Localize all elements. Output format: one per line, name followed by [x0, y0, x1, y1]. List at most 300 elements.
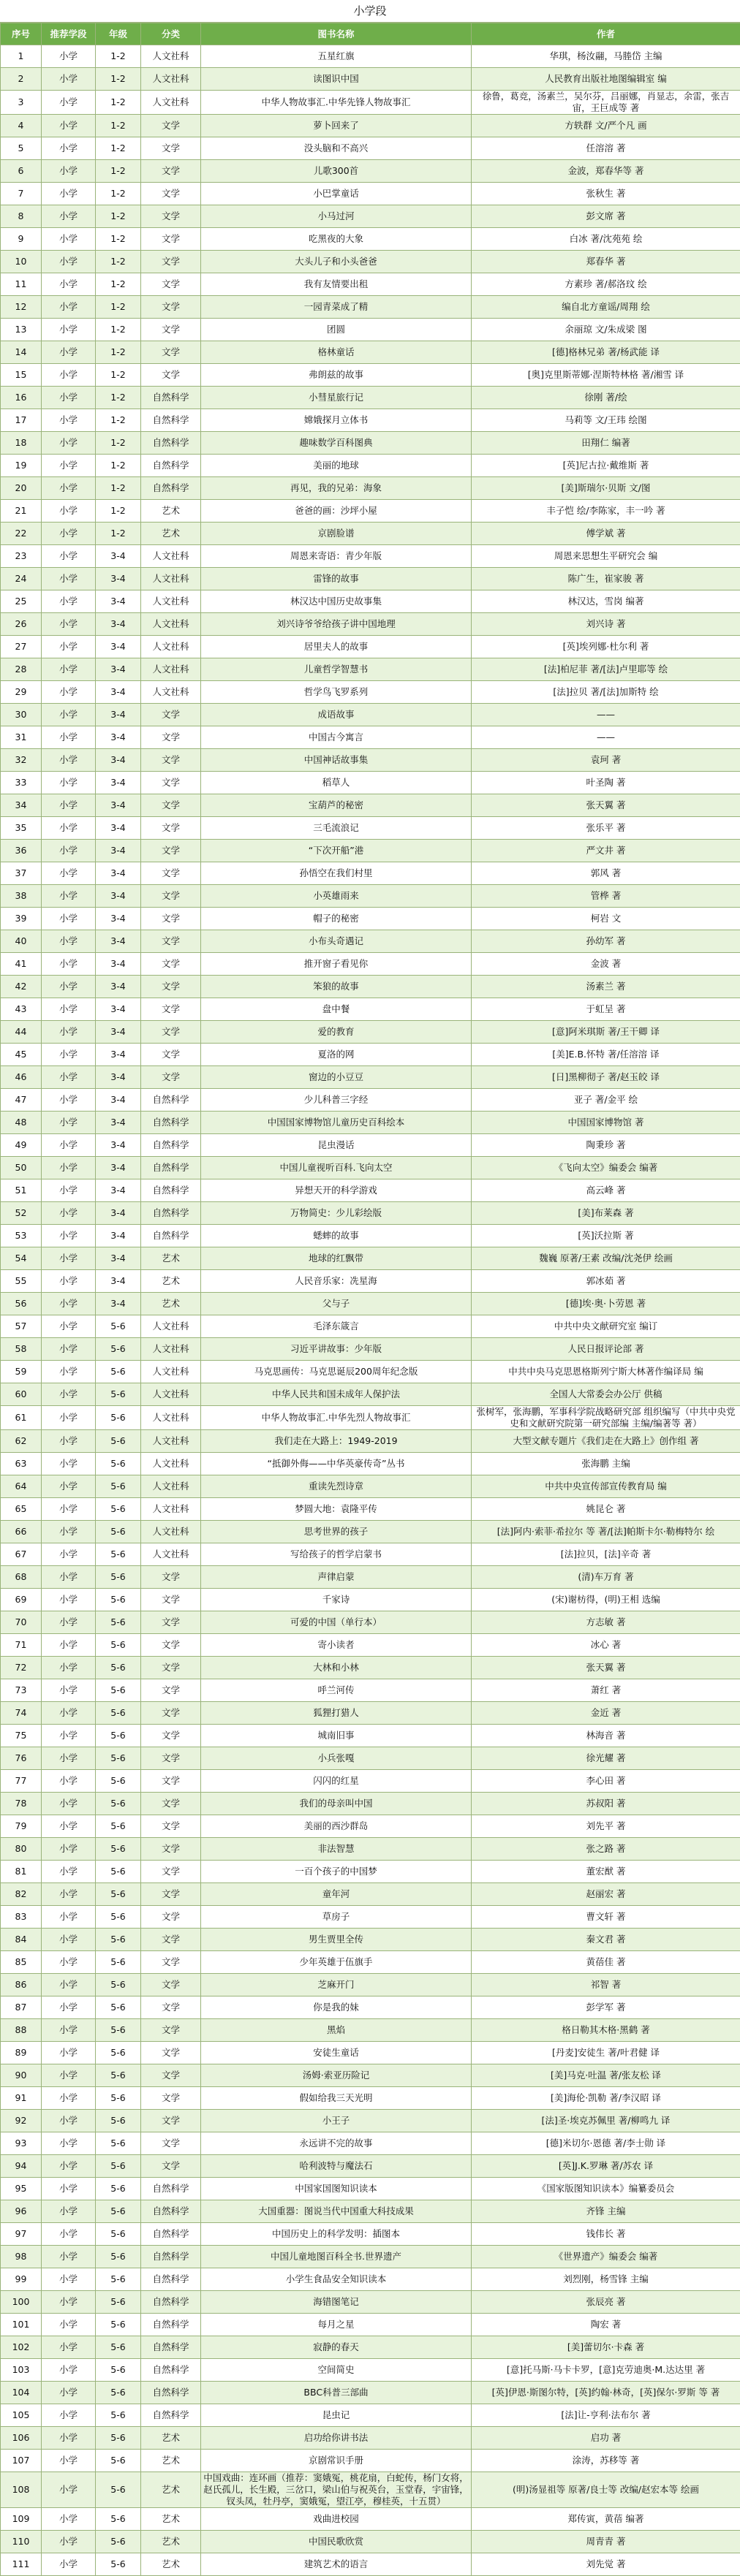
cell-grade: 3-4	[96, 862, 141, 885]
cell-category: 自然科学	[141, 1157, 201, 1179]
cell-book-title: 儿童哲学智慧书	[201, 658, 472, 681]
cell-stage: 小学	[42, 1793, 96, 1815]
cell-index: 13	[1, 319, 42, 341]
cell-book-title: 中华人物故事汇.中华先烈人物故事汇	[201, 1406, 472, 1430]
cell-index: 14	[1, 341, 42, 364]
cell-stage: 小学	[42, 2132, 96, 2155]
cell-index: 70	[1, 1611, 42, 1634]
cell-book-title: 启功给你讲书法	[201, 2427, 472, 2450]
table-row	[1, 1521, 740, 1543]
table-row	[1, 2427, 740, 2450]
cell-book-title: 人民音乐家：冼星海	[201, 1270, 472, 1293]
cell-stage: 小学	[42, 1247, 96, 1270]
table-row	[1, 2404, 740, 2427]
cell-grade: 5-6	[96, 2178, 141, 2200]
cell-book-title: 毛泽东箴言	[201, 1315, 472, 1338]
cell-category: 艺术	[141, 2553, 201, 2576]
cell-index: 53	[1, 1225, 42, 1247]
cell-category: 文学	[141, 1634, 201, 1657]
cell-grade: 3-4	[96, 1066, 141, 1089]
cell-book-title: 重读先烈诗章	[201, 1475, 472, 1498]
cell-book-title: 弗朗兹的故事	[201, 364, 472, 387]
table-row	[1, 296, 740, 319]
cell-book-title: 中国历史上的科学发明：插图本	[201, 2223, 472, 2246]
cell-index: 8	[1, 205, 42, 228]
cell-index: 67	[1, 1543, 42, 1566]
cell-book-title: 窗边的小豆豆	[201, 1066, 472, 1089]
table-row	[1, 205, 740, 228]
table-row	[1, 817, 740, 840]
table-row	[1, 1361, 740, 1383]
cell-author: 陶宏 著	[472, 2314, 740, 2336]
cell-book-title: 中国戏曲：连环画（推荐：窦娥冤，桃花扇，白蛇传，杨门女将，赵氏孤儿，长生殿，三岔口，梁山伯与祝英台，玉堂春，宇宙锋，钗头凤，牡丹亭，窦娥冤，望江亭，穆桂英，十五贯）	[201, 2472, 472, 2508]
cell-index: 47	[1, 1089, 42, 1112]
table-row	[1, 2110, 740, 2132]
cell-stage: 小学	[42, 523, 96, 545]
table-row	[1, 1044, 740, 1066]
cell-index: 91	[1, 2087, 42, 2110]
cell-stage: 小学	[42, 658, 96, 681]
table-row	[1, 749, 740, 772]
table-row	[1, 1475, 740, 1498]
cell-grade: 1-2	[96, 296, 141, 319]
cell-index: 71	[1, 1634, 42, 1657]
cell-category: 文学	[141, 749, 201, 772]
cell-book-title: 闪闪的红星	[201, 1770, 472, 1793]
cell-index: 57	[1, 1315, 42, 1338]
cell-book-title: 一园青菜成了精	[201, 296, 472, 319]
cell-author: 冰心 著	[472, 1634, 740, 1657]
cell-author: 彭文席 著	[472, 205, 740, 228]
cell-index: 90	[1, 2064, 42, 2087]
cell-category: 自然科学	[141, 2291, 201, 2314]
cell-grade: 1-2	[96, 45, 141, 68]
cell-index: 4	[1, 115, 42, 137]
cell-grade: 5-6	[96, 2450, 141, 2472]
cell-stage: 小学	[42, 1498, 96, 1521]
cell-index: 24	[1, 568, 42, 590]
cell-author: [英]J.K.罗琳 著/苏农 译	[472, 2155, 740, 2178]
cell-grade: 5-6	[96, 2268, 141, 2291]
cell-book-title: 草房子	[201, 1906, 472, 1929]
cell-book-title: 中国神话故事集	[201, 749, 472, 772]
cell-book-title: 夏洛的网	[201, 1044, 472, 1066]
cell-book-title: 异想天开的科学游戏	[201, 1179, 472, 1202]
cell-book-title: 少儿科普三字经	[201, 1089, 472, 1112]
cell-category: 文学	[141, 1066, 201, 1089]
cell-author: 赵丽宏 著	[472, 1883, 740, 1906]
cell-book-title: 童年河	[201, 1883, 472, 1906]
cell-grade: 5-6	[96, 2314, 141, 2336]
cell-stage: 小学	[42, 998, 96, 1021]
cell-category: 自然科学	[141, 2336, 201, 2359]
table-row	[1, 523, 740, 545]
cell-author: 袁珂 著	[472, 749, 740, 772]
cell-author: 张乐平 著	[472, 817, 740, 840]
cell-author: 张天翼 著	[472, 1657, 740, 1679]
cell-category: 艺术	[141, 1247, 201, 1270]
table-row	[1, 704, 740, 726]
cell-book-title: 芝麻开门	[201, 1974, 472, 1996]
cell-book-title: 读图识中国	[201, 68, 472, 91]
table-row	[1, 251, 740, 273]
table-header-row	[1, 23, 740, 45]
cell-grade: 5-6	[96, 2110, 141, 2132]
cell-category: 自然科学	[141, 2268, 201, 2291]
cell-grade: 3-4	[96, 1225, 141, 1247]
table-row	[1, 953, 740, 976]
table-row	[1, 2508, 740, 2531]
cell-author: [英]沃拉斯 著	[472, 1225, 740, 1247]
cell-stage: 小学	[42, 1157, 96, 1179]
cell-stage: 小学	[42, 364, 96, 387]
cell-book-title: 美丽的地球	[201, 455, 472, 477]
cell-grade: 5-6	[96, 1793, 141, 1815]
table-row	[1, 500, 740, 523]
cell-grade: 3-4	[96, 1021, 141, 1044]
cell-index: 73	[1, 1679, 42, 1702]
cell-grade: 1-2	[96, 115, 141, 137]
cell-author: 任溶溶 著	[472, 137, 740, 160]
cell-grade: 3-4	[96, 1112, 141, 1134]
cell-stage: 小学	[42, 137, 96, 160]
table-row	[1, 1725, 740, 1747]
table-row	[1, 1996, 740, 2019]
cell-stage: 小学	[42, 1883, 96, 1906]
cell-author: [英]埃列娜·杜尔利 著	[472, 636, 740, 658]
cell-author: 《飞向太空》编委会 编著	[472, 1157, 740, 1179]
cell-category: 自然科学	[141, 2314, 201, 2336]
cell-author: 齐锋 主编	[472, 2200, 740, 2223]
cell-index: 42	[1, 976, 42, 998]
cell-stage: 小学	[42, 2155, 96, 2178]
cell-category: 人文社科	[141, 1383, 201, 1406]
cell-category: 人文社科	[141, 613, 201, 636]
cell-category: 人文社科	[141, 658, 201, 681]
cell-category: 自然科学	[141, 455, 201, 477]
cell-book-title: 五星红旗	[201, 45, 472, 68]
cell-stage: 小学	[42, 115, 96, 137]
cell-category: 文学	[141, 998, 201, 1021]
cell-category: 自然科学	[141, 432, 201, 455]
cell-index: 88	[1, 2019, 42, 2042]
cell-book-title: 盘中餐	[201, 998, 472, 1021]
cell-grade: 5-6	[96, 2087, 141, 2110]
cell-category: 文学	[141, 1566, 201, 1589]
cell-book-title: 中国儿童视听百科.飞向太空	[201, 1157, 472, 1179]
cell-category: 人文社科	[141, 68, 201, 91]
cell-book-title: 中国民歌欣赏	[201, 2531, 472, 2553]
cell-author: 李心田 著	[472, 1770, 740, 1793]
cell-grade: 1-2	[96, 387, 141, 409]
table-row	[1, 2155, 740, 2178]
cell-grade: 5-6	[96, 1315, 141, 1338]
cell-category: 艺术	[141, 2472, 201, 2508]
cell-category: 艺术	[141, 2450, 201, 2472]
header-book-title: 图书名称	[201, 23, 472, 45]
cell-stage: 小学	[42, 636, 96, 658]
cell-grade: 1-2	[96, 432, 141, 455]
cell-stage: 小学	[42, 2291, 96, 2314]
cell-author: [美]E.B.怀特 著/任溶溶 译	[472, 1044, 740, 1066]
cell-author: 郑传寅，黄蓓 编著	[472, 2508, 740, 2531]
cell-grade: 1-2	[96, 68, 141, 91]
cell-book-title: 格林童话	[201, 341, 472, 364]
table-row	[1, 1770, 740, 1793]
table-row	[1, 1406, 740, 1430]
cell-stage: 小学	[42, 183, 96, 205]
cell-grade: 5-6	[96, 1906, 141, 1929]
table-row	[1, 2314, 740, 2336]
cell-stage: 小学	[42, 1406, 96, 1430]
cell-author: 中国国家博物馆 著	[472, 1112, 740, 1134]
cell-author: 马莉等 文/王玮 绘图	[472, 409, 740, 432]
cell-book-title: 居里夫人的故事	[201, 636, 472, 658]
cell-stage: 小学	[42, 68, 96, 91]
table-row	[1, 613, 740, 636]
cell-author: 华琪，杨汝翮，马塍岱 主编	[472, 45, 740, 68]
cell-category: 自然科学	[141, 1179, 201, 1202]
cell-grade: 5-6	[96, 2427, 141, 2450]
cell-book-title: 雷锋的故事	[201, 568, 472, 590]
cell-stage: 小学	[42, 590, 96, 613]
cell-book-title: 小布头奇遇记	[201, 930, 472, 953]
cell-grade: 3-4	[96, 1044, 141, 1066]
cell-index: 21	[1, 500, 42, 523]
table-row	[1, 1974, 740, 1996]
cell-index: 99	[1, 2268, 42, 2291]
table-row	[1, 2223, 740, 2246]
cell-stage: 小学	[42, 2268, 96, 2291]
cell-stage: 小学	[42, 1338, 96, 1361]
cell-category: 文学	[141, 1725, 201, 1747]
cell-grade: 1-2	[96, 251, 141, 273]
cell-category: 文学	[141, 115, 201, 137]
cell-author: 涂涛，苏移等 著	[472, 2450, 740, 2472]
cell-index: 49	[1, 1134, 42, 1157]
cell-stage: 小学	[42, 749, 96, 772]
cell-stage: 小学	[42, 1361, 96, 1383]
cell-grade: 5-6	[96, 1383, 141, 1406]
cell-book-title: 非法智慧	[201, 1838, 472, 1861]
cell-index: 22	[1, 523, 42, 545]
cell-stage: 小学	[42, 1566, 96, 1589]
cell-category: 人文社科	[141, 1315, 201, 1338]
cell-author: [法]阿内·索菲·希拉尔 等 著/[法]帕斯卡尔·勒梅特尔 绘	[472, 1521, 740, 1543]
cell-category: 文学	[141, 251, 201, 273]
cell-index: 86	[1, 1974, 42, 1996]
cell-index: 12	[1, 296, 42, 319]
cell-grade: 3-4	[96, 772, 141, 794]
cell-stage: 小学	[42, 1657, 96, 1679]
header-index: 序号	[1, 23, 42, 45]
cell-stage: 小学	[42, 2508, 96, 2531]
cell-book-title: 刘兴诗爷爷给孩子讲中国地理	[201, 613, 472, 636]
cell-grade: 5-6	[96, 1838, 141, 1861]
cell-author: 人民教育出版社地图编辑室 编	[472, 68, 740, 91]
cell-author: 郑春华 著	[472, 251, 740, 273]
cell-index: 66	[1, 1521, 42, 1543]
cell-author: 周恩来思想生平研究会 编	[472, 545, 740, 568]
cell-stage: 小学	[42, 2382, 96, 2404]
cell-author: 编自北方童谣/周翔 绘	[472, 296, 740, 319]
table-row	[1, 794, 740, 817]
cell-stage: 小学	[42, 1383, 96, 1406]
cell-grade: 5-6	[96, 1453, 141, 1475]
cell-stage: 小学	[42, 2336, 96, 2359]
cell-index: 32	[1, 749, 42, 772]
cell-stage: 小学	[42, 228, 96, 251]
table-row	[1, 1498, 740, 1521]
cell-index: 77	[1, 1770, 42, 1793]
cell-category: 文学	[141, 1974, 201, 1996]
cell-category: 文学	[141, 296, 201, 319]
cell-book-title: 中华人民共和国未成年人保护法	[201, 1383, 472, 1406]
cell-book-title: 趣味数学百科图典	[201, 432, 472, 455]
cell-stage: 小学	[42, 1951, 96, 1974]
cell-grade: 5-6	[96, 2019, 141, 2042]
cell-author: 张海鹏 主编	[472, 1453, 740, 1475]
header-author: 作者	[472, 23, 740, 45]
cell-index: 45	[1, 1044, 42, 1066]
table-row	[1, 183, 740, 205]
cell-grade: 1-2	[96, 364, 141, 387]
cell-stage: 小学	[42, 409, 96, 432]
cell-index: 37	[1, 862, 42, 885]
cell-book-title: 我们的母亲叫中国	[201, 1793, 472, 1815]
cell-book-title: 萝卜回来了	[201, 115, 472, 137]
table-row	[1, 2042, 740, 2064]
cell-book-title: 黑焰	[201, 2019, 472, 2042]
cell-book-title: 小王子	[201, 2110, 472, 2132]
cell-book-title: 可爱的中国（单行本）	[201, 1611, 472, 1634]
cell-grade: 1-2	[96, 183, 141, 205]
cell-category: 自然科学	[141, 387, 201, 409]
cell-stage: 小学	[42, 1134, 96, 1157]
cell-index: 79	[1, 1815, 42, 1838]
cell-book-title: 周恩来寄语：青少年版	[201, 545, 472, 568]
cell-index: 29	[1, 681, 42, 704]
cell-author: 高云峰 著	[472, 1179, 740, 1202]
cell-index: 110	[1, 2531, 42, 2553]
cell-book-title: 空间简史	[201, 2359, 472, 2382]
cell-index: 46	[1, 1066, 42, 1089]
cell-category: 文学	[141, 2087, 201, 2110]
cell-category: 人文社科	[141, 636, 201, 658]
cell-category: 文学	[141, 319, 201, 341]
sheet-title: 小学段	[0, 0, 740, 23]
cell-category: 艺术	[141, 2508, 201, 2531]
cell-book-title: 建筑艺术的语言	[201, 2553, 472, 2576]
cell-grade: 1-2	[96, 160, 141, 183]
cell-grade: 3-4	[96, 613, 141, 636]
cell-grade: 5-6	[96, 1657, 141, 1679]
cell-book-title: 小学生食品安全知识读本	[201, 2268, 472, 2291]
table-row	[1, 772, 740, 794]
cell-book-title: 中国国家博物馆儿童历史百科绘本	[201, 1112, 472, 1134]
cell-category: 文学	[141, 794, 201, 817]
cell-stage: 小学	[42, 704, 96, 726]
cell-author: [意]托马斯·马卡卡罗，[意]克劳迪奥·M.达达里 著	[472, 2359, 740, 2382]
cell-grade: 3-4	[96, 1270, 141, 1293]
cell-author: 方志敏 著	[472, 1611, 740, 1634]
cell-stage: 小学	[42, 1202, 96, 1225]
cell-category: 文学	[141, 1657, 201, 1679]
cell-stage: 小学	[42, 2223, 96, 2246]
cell-grade: 3-4	[96, 1247, 141, 1270]
table-row	[1, 1611, 740, 1634]
cell-grade: 3-4	[96, 817, 141, 840]
cell-index: 39	[1, 908, 42, 930]
cell-book-title: 声律启蒙	[201, 1566, 472, 1589]
cell-grade: 3-4	[96, 1134, 141, 1157]
table-row	[1, 1157, 740, 1179]
cell-category: 人文社科	[141, 681, 201, 704]
cell-category: 人文社科	[141, 1453, 201, 1475]
cell-index: 106	[1, 2427, 42, 2450]
cell-book-title: 小巴掌童话	[201, 183, 472, 205]
cell-category: 人文社科	[141, 45, 201, 68]
table-row	[1, 2178, 740, 2200]
cell-index: 16	[1, 387, 42, 409]
cell-index: 18	[1, 432, 42, 455]
cell-stage: 小学	[42, 1725, 96, 1747]
cell-stage: 小学	[42, 91, 96, 115]
cell-category: 文学	[141, 1021, 201, 1044]
table-row	[1, 1702, 740, 1725]
cell-category: 人文社科	[141, 1498, 201, 1521]
cell-book-title: 昆虫漫话	[201, 1134, 472, 1157]
cell-stage: 小学	[42, 432, 96, 455]
cell-book-title: 写给孩子的哲学启蒙书	[201, 1543, 472, 1566]
cell-index: 75	[1, 1725, 42, 1747]
table-row	[1, 1066, 740, 1089]
cell-author: [美]海伦·凯勒 著/李汉昭 译	[472, 2087, 740, 2110]
table-row	[1, 590, 740, 613]
table-row	[1, 2450, 740, 2472]
table-row	[1, 91, 740, 115]
table-row	[1, 1338, 740, 1361]
cell-grade: 3-4	[96, 1179, 141, 1202]
cell-book-title: 寄小读者	[201, 1634, 472, 1657]
cell-index: 58	[1, 1338, 42, 1361]
cell-stage: 小学	[42, 205, 96, 228]
cell-stage: 小学	[42, 545, 96, 568]
cell-stage: 小学	[42, 1179, 96, 1202]
cell-grade: 5-6	[96, 1951, 141, 1974]
header-grade: 年级	[96, 23, 141, 45]
table-row	[1, 341, 740, 364]
cell-author: ——	[472, 704, 740, 726]
cell-stage: 小学	[42, 1974, 96, 1996]
cell-category: 文学	[141, 2042, 201, 2064]
cell-author: 田翔仁 编著	[472, 432, 740, 455]
cell-grade: 1-2	[96, 409, 141, 432]
cell-index: 44	[1, 1021, 42, 1044]
table-row	[1, 2087, 740, 2110]
cell-stage: 小学	[42, 1815, 96, 1838]
cell-author: 钱伟长 著	[472, 2223, 740, 2246]
cell-category: 文学	[141, 908, 201, 930]
cell-stage: 小学	[42, 1589, 96, 1611]
cell-stage: 小学	[42, 1270, 96, 1293]
cell-book-title: 宝葫芦的秘密	[201, 794, 472, 817]
cell-index: 82	[1, 1883, 42, 1906]
cell-author: (清)车万育 著	[472, 1566, 740, 1589]
book-list-table	[0, 23, 740, 2576]
table-row	[1, 908, 740, 930]
cell-author: 管桦 著	[472, 885, 740, 908]
